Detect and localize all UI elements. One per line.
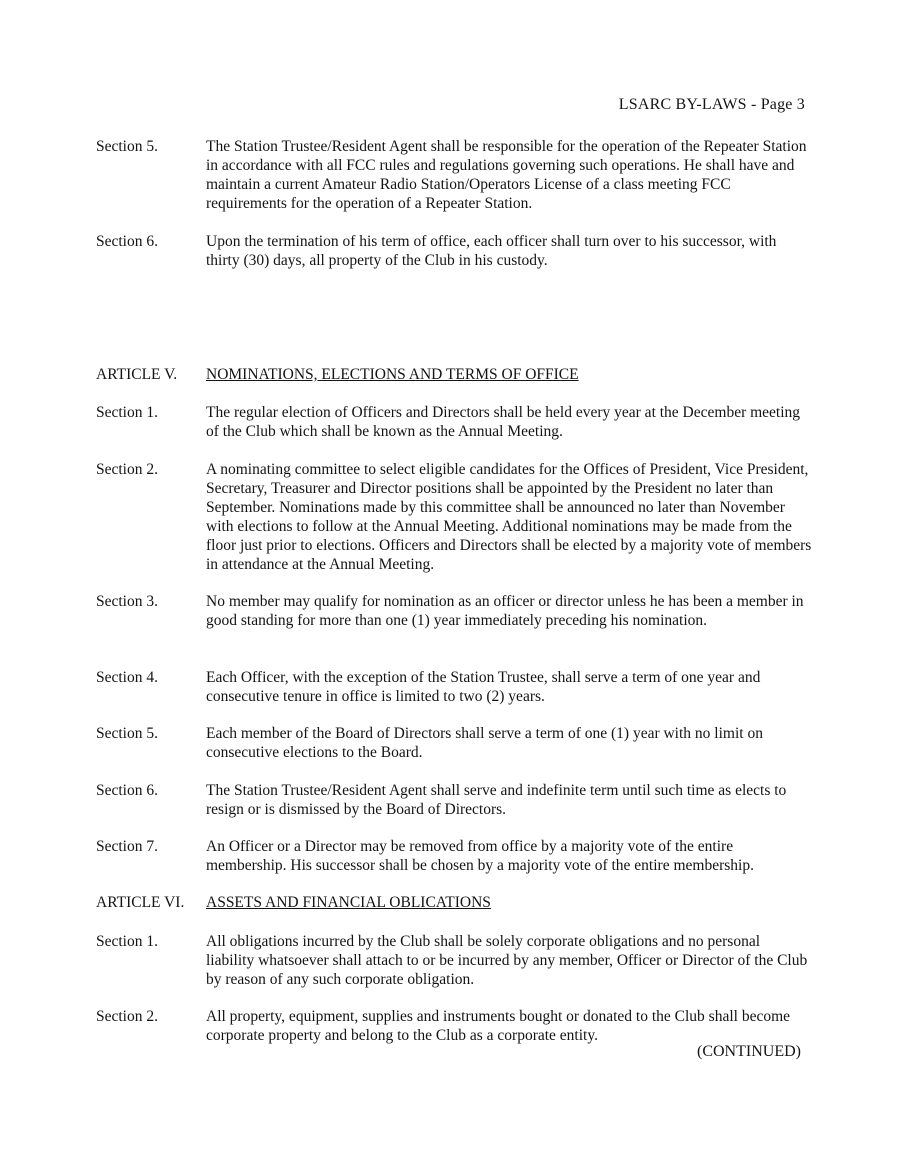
article-label: ARTICLE V. [96,366,178,383]
section-block [96,232,812,270]
section-label: Section 1. [96,933,158,950]
section-text: Upon the termination of his term of office, each officer shall turn over to his successor, with thirty (30) days, all property of the Club in his custody. [206,233,777,269]
section-text: Each member of the Board of Directors shall serve a term of one (1) year with no limit on consecutive elections to the Board. [206,725,763,761]
section-label: Section 2. [96,461,158,478]
section-block [96,781,812,819]
section-label: Section 2. [96,1008,158,1025]
section-text: All obligations incurred by the Club shall be solely corporate obligations and no personal liability whatsoever shall attach to or be incurred by any member, Officer or Director of the Club by reason of any such corporate obligation. [206,933,808,988]
section-text: Each Officer, with the exception of the Station Trustee, shall serve a term of one year and consecutive tenure in office is limited to two (2) years. [206,669,761,705]
article-heading [96,893,812,912]
section-label: Section 4. [96,669,158,686]
section-block [96,592,812,630]
section-block [96,137,812,213]
section-label: Section 5. [96,725,158,742]
section-label: Section 1. [96,404,158,421]
section-block [96,403,812,441]
section-label: Section 6. [96,233,158,250]
article-label: ARTICLE VI. [96,894,185,911]
article-title: ASSETS AND FINANCIAL OBLICATIONS [206,894,491,911]
section-label: Section 5. [96,138,158,155]
section-block [96,460,812,574]
section-label: Section 3. [96,593,158,610]
section-block [96,724,812,762]
section-text: An Officer or a Director may be removed from office by a majority vote of the entire membership. His successor shall be chosen by a majority vote of the entire membership. [206,838,754,874]
section-block [96,932,812,989]
section-text: No member may qualify for nomination as an officer or director unless he has been a member in good standing for more than one (1) year immediately preceding his nomination. [206,593,804,629]
section-block [96,668,812,706]
section-text: The Station Trustee/Resident Agent shall serve and indefinite term until such time as elects to resign or is dismissed by the Board of Directors. [206,782,787,818]
section-text: A nominating committee to select eligible candidates for the Offices of President, Vice President, Secretary, Treasurer and Director positions shall be appointed by the President no later than September. Nominations made by this committee shall be announced no later than November with elections to follow at the Annual Meeting. Additional nominations may be made from the floor just prior to elections. Officers and Directors shall be elected by a majority vote of members in attendance at the Annual Meeting. [206,461,812,573]
article-heading [96,365,812,384]
section-label: Section 7. [96,838,158,855]
continued-note: (CONTINUED) [697,1043,801,1060]
section-text: The Station Trustee/Resident Agent shall be responsible for the operation of the Repeater Station in accordance with all FCC rules and regulations governing such operations. He shall have and maintain a current Amateur Radio Station/Operators License of a class meeting FCC requirements for the operation of a Repeater Station. [206,138,807,212]
page-header: LSARC BY-LAWS - Page 3 [618,96,805,113]
section-block [96,837,812,875]
article-title: NOMINATIONS, ELECTIONS AND TERMS OF OFFICE [206,366,579,383]
section-text: All property, equipment, supplies and instruments bought or donated to the Club shall become corporate property and belong to the Club as a corporate entity. [206,1008,791,1044]
section-label: Section 6. [96,782,158,799]
section-block [96,1007,812,1045]
section-text: The regular election of Officers and Directors shall be held every year at the December meeting of the Club which shall be known as the Annual Meeting. [206,404,801,440]
